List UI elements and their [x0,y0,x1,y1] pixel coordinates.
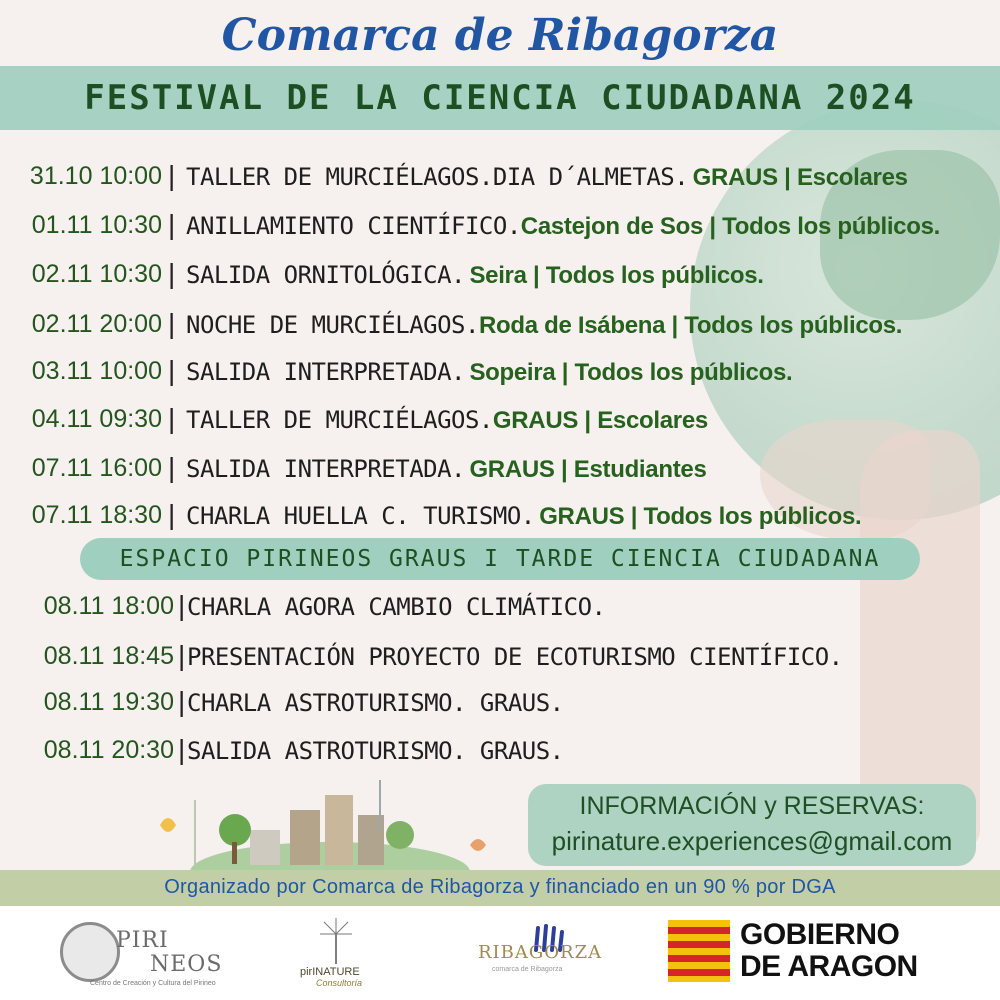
poster-subtitle: FESTIVAL DE LA CIENCIA CIUDADANA 2024 [84,78,916,118]
event-row [0,310,1000,350]
event-separator: | [178,734,186,765]
event-title: CHARLA ASTROTURISMO. GRAUS. [187,689,564,717]
event-separator: | [168,499,176,530]
ribagorza-logo [478,924,603,984]
gobierno-aragon-line2: DE ARAGON [740,950,918,983]
pirineos-logo [60,918,223,988]
pirineos-logo-word2: NEOS [150,952,223,977]
event-row [0,211,1000,251]
event-location: Castejon de Sos | Todos los públicos. [520,213,941,240]
event-date: 08.11 20:30 [43,736,174,764]
event-date: 01.11 10:30 [31,211,162,239]
ribagorza-logo-name: RIBAGORZA [478,942,603,963]
event-title: CHARLA HUELLA C. TURISMO. [186,502,535,530]
event-date: 04.11 09:30 [31,405,162,433]
event-separator: | [178,590,186,621]
event-title: CHARLA AGORA CAMBIO CLIMÁTICO. [187,593,606,621]
event-date: 02.11 20:00 [31,310,162,338]
event-row [0,162,1000,202]
event-date: 07.11 18:30 [31,501,162,529]
pirineos-logo-word1: PIRI [116,928,169,953]
event-date: 03.11 10:00 [31,357,162,385]
event-date: 07.11 16:00 [31,454,162,482]
footer-text: Organizado por Comarca de Ribagorza y financiado en un 90 % por DGA [164,876,836,898]
event-location: Seira | Todos los públicos. [469,262,764,289]
event-row [0,260,1000,300]
event-separator: | [168,403,176,434]
event-location: Sopeira | Todos los públicos. [469,359,793,386]
event-row [0,357,1000,397]
event-location: Roda de Isábena | Todos los públicos. [478,312,903,339]
event-location: GRAUS | Escolares [692,164,908,191]
event-separator: | [178,686,186,717]
pirinature-logo-name: pirINATURE [300,966,360,978]
event-date: 31.10 10:00 [29,162,162,190]
event-separator: | [168,355,176,386]
poster-title: Comarca de Ribagorza [221,10,779,61]
event-location: GRAUS | Estudiantes [469,456,707,483]
gobierno-aragon-line1: GOBIERNO [740,918,900,951]
event-title: SALIDA ORNITOLÓGICA. [186,261,465,289]
event-separator: | [168,209,176,240]
event-title: NOCHE DE MURCIÉLAGOS. [186,311,479,339]
event-row [0,501,1000,541]
event-date: 02.11 10:30 [31,260,162,288]
event-separator: | [168,308,176,339]
event-title: SALIDA ASTROTURISMO. GRAUS. [187,737,564,765]
event-row [0,405,1000,445]
event-location: GRAUS | Escolares [492,407,708,434]
event-title: TALLER DE MURCIÉLAGOS.DIA D´ALMETAS. [186,163,689,191]
eco-city-illustration [100,770,520,870]
event-date: 08.11 18:45 [43,642,174,670]
event-title: PRESENTACIÓN PROYECTO DE ECOTURISMO CIENTÍFICO. [187,643,843,671]
pirineos-emblem-icon [60,922,120,982]
info-email-link[interactable]: pirinature.experiences@gmail.com [551,826,953,856]
event-title: ANILLAMIENTO CIENTÍFICO. [186,212,521,240]
espacio-heading: ESPACIO PIRINEOS GRAUS I TARDE CIENCIA CIUDADANA [119,546,881,572]
espacio-event-row [0,592,1000,632]
event-row [0,454,1000,494]
event-location: GRAUS | Todos los públicos. [539,503,862,530]
event-separator: | [168,258,176,289]
event-title: SALIDA INTERPRETADA. [186,455,465,483]
event-separator: | [168,160,176,191]
event-separator: | [168,452,176,483]
event-title: SALIDA INTERPRETADA. [186,358,465,386]
event-date: 08.11 18:00 [43,592,174,620]
pirinature-logo [296,916,376,994]
ribagorza-logo-sub: comarca de Ribagorza [492,966,563,973]
espacio-event-row [0,688,1000,728]
dandelion-icon [296,916,376,966]
pirinature-logo-sub: Consultoría [316,978,363,988]
event-title: TALLER DE MURCIÉLAGOS. [186,406,493,434]
event-separator: | [178,640,186,671]
event-date: 08.11 19:30 [43,688,174,716]
gobierno-aragon-logo [668,918,938,984]
aragon-flag-icon [668,920,730,982]
pirineos-logo-caption: Centro de Creación y Cultura del Pirineo [90,980,216,987]
info-title: INFORMACIÓN y RESERVAS: [579,792,925,820]
espacio-event-row [0,642,1000,682]
